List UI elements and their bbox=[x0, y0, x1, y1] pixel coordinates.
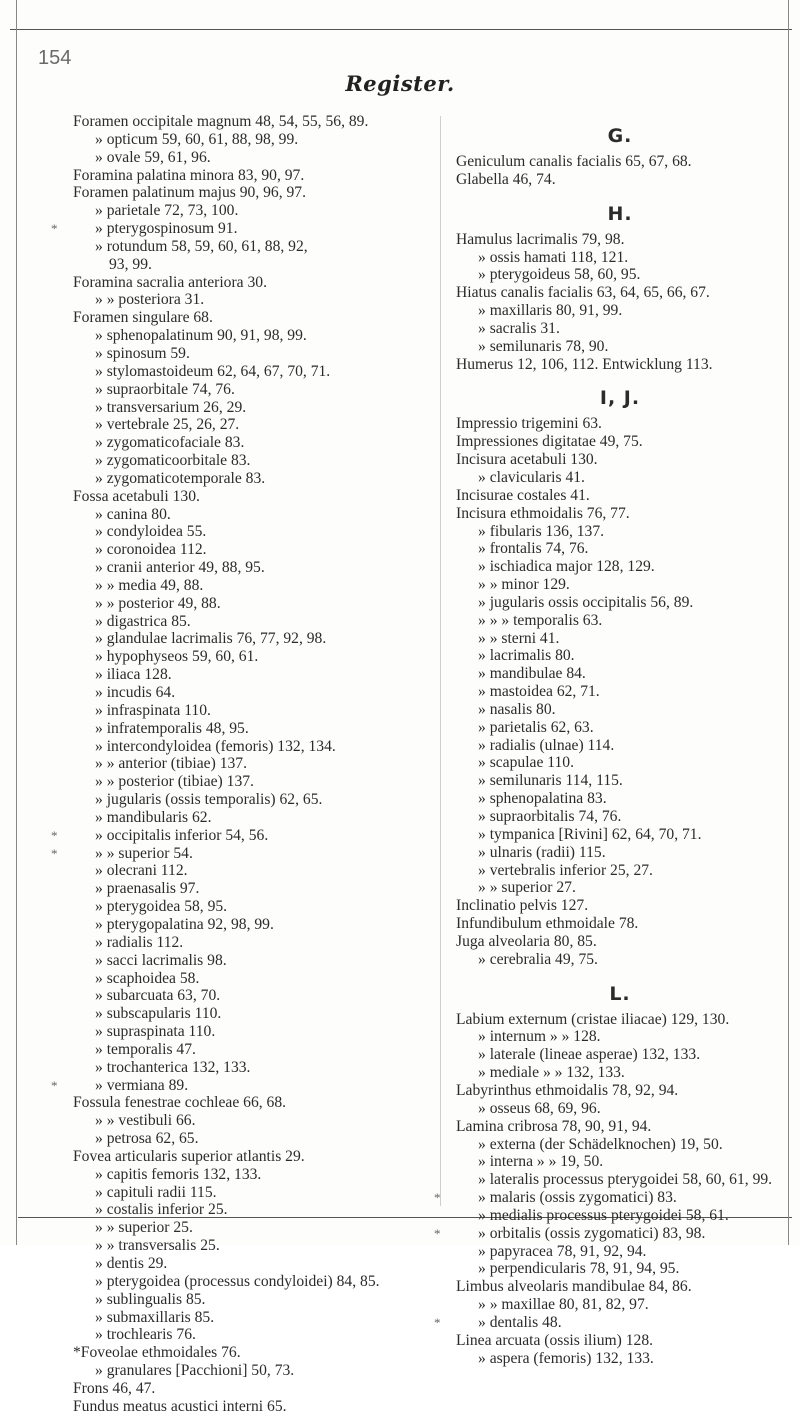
index-entry bbox=[73, 648, 433, 666]
index-entry-text: » zygomaticoorbitale 83. bbox=[95, 452, 251, 470]
index-entry-text: » ovale 59, 61, 96. bbox=[95, 148, 211, 166]
asterisk-marker: * bbox=[434, 1225, 441, 1241]
index-entry-text: » mandibularis 62. bbox=[95, 808, 212, 826]
index-entry-text: » interna » » 19, 50. bbox=[478, 1153, 604, 1171]
index-entry bbox=[73, 1344, 433, 1362]
page-number: 154 bbox=[38, 47, 72, 69]
index-entry bbox=[73, 595, 433, 613]
index-entry-text: Fossa acetabuli 130. bbox=[73, 487, 200, 505]
index-entry bbox=[73, 149, 433, 167]
index-entry bbox=[73, 1059, 433, 1077]
index-entry bbox=[456, 249, 784, 267]
index-entry-text: » supraorbitalis 74, 76. bbox=[478, 808, 622, 825]
index-entry bbox=[73, 1023, 433, 1041]
index-entry-text: » zygomaticofaciale 83. bbox=[95, 434, 245, 452]
index-entry bbox=[456, 772, 784, 790]
section-gap bbox=[456, 969, 784, 977]
index-entry-text: Incisura acetabuli 130. bbox=[456, 451, 598, 469]
index-entry-text: 93, 99. bbox=[109, 255, 152, 273]
index-entry-text: Impressiones digitatae 49, 75. bbox=[456, 433, 643, 451]
index-entry bbox=[73, 381, 433, 399]
crop-mark-left bbox=[16, 0, 17, 1245]
index-entry-text: Geniculum canalis facialis 65, 67, 68. bbox=[456, 153, 692, 170]
index-entry-text: » pterygospinosum 91. bbox=[95, 220, 238, 238]
index-entry bbox=[456, 665, 784, 683]
index-entry bbox=[73, 1148, 433, 1166]
index-entry bbox=[456, 1350, 784, 1368]
index-entry bbox=[456, 576, 784, 594]
index-entry bbox=[73, 291, 433, 309]
index-entry bbox=[456, 171, 784, 189]
index-entry-text: Foramina palatina minora 83, 90, 97. bbox=[73, 166, 305, 184]
index-entry-text: » externa (der Schädelknochen) 19, 50. bbox=[478, 1135, 723, 1153]
index-entry-text: » supraorbitale 74, 76. bbox=[95, 380, 235, 398]
index-entry-text: » laterale (lineae asperae) 132, 133. bbox=[478, 1046, 701, 1064]
index-entry-text: » papyracea 78, 91, 92, 94. bbox=[478, 1242, 647, 1260]
index-entry-text: » submaxillaris 85. bbox=[95, 1308, 215, 1326]
index-entry-text: » tympanica [Rivini] 62, 64, 70, 71. bbox=[478, 825, 702, 843]
index-entry bbox=[456, 1082, 784, 1100]
index-entry-text: » dentalis 48. bbox=[478, 1313, 562, 1331]
index-entry bbox=[456, 1100, 784, 1118]
index-entry bbox=[456, 951, 784, 969]
index-entry bbox=[73, 952, 433, 970]
index-entry bbox=[73, 1005, 433, 1023]
index-entry bbox=[73, 1291, 433, 1309]
index-entry-text: » costalis inferior 25. bbox=[95, 1201, 228, 1219]
index-entry bbox=[73, 702, 433, 720]
index-entry-text: Hiatus canalis facialis 63, 64, 65, 66, 67. bbox=[456, 284, 710, 302]
index-entry-text: Labium externum (cristae iliacae) 129, 130. bbox=[456, 1010, 730, 1028]
index-entry bbox=[73, 256, 433, 274]
index-entry-text: » incudis 64. bbox=[95, 684, 176, 701]
section-gap bbox=[456, 189, 784, 197]
index-entry bbox=[73, 1184, 433, 1202]
index-entry bbox=[73, 898, 433, 916]
index-entry-text: Glabella 46, 74. bbox=[456, 170, 556, 188]
index-entry-text: Incisurae costales 41. bbox=[456, 486, 590, 504]
index-entry-text: » » posteriora 31. bbox=[95, 291, 205, 309]
index-entry bbox=[73, 345, 433, 363]
index-entry bbox=[456, 1064, 784, 1082]
index-entry-text: » fibularis 136, 137. bbox=[478, 522, 605, 540]
index-entry bbox=[73, 541, 433, 559]
index-entry bbox=[456, 540, 784, 558]
index-entry bbox=[456, 612, 784, 630]
index-entry-text: » hypophyseos 59, 60, 61. bbox=[95, 648, 259, 666]
index-entry bbox=[73, 274, 433, 292]
index-entry-text: Fossula fenestrae cochleae 66, 68. bbox=[73, 1094, 287, 1112]
index-entry-text: » mastoidea 62, 71. bbox=[478, 683, 600, 701]
index-entry bbox=[73, 755, 433, 773]
index-entry-text: Limbus alveolaris mandibulae 84, 86. bbox=[456, 1278, 692, 1296]
index-column-right bbox=[434, 119, 784, 1367]
section-letter-heading: G. bbox=[607, 125, 633, 147]
index-entry bbox=[73, 113, 433, 131]
index-entry bbox=[456, 1118, 784, 1136]
index-entry bbox=[456, 1278, 784, 1296]
crop-mark-top bbox=[10, 29, 792, 30]
index-entry-text: » jugularis (ossis temporalis) 62, 65. bbox=[95, 791, 323, 809]
index-entry-text: » subscapularis 110. bbox=[95, 1005, 222, 1023]
index-entry-text: » maxillaris 80, 91, 99. bbox=[478, 302, 623, 320]
index-entry bbox=[456, 1046, 784, 1064]
asterisk-marker: * bbox=[51, 827, 58, 843]
index-entry-text: » parietale 72, 73, 100. bbox=[95, 202, 239, 220]
index-entry-text: » perpendicularis 78, 91, 94, 95. bbox=[478, 1260, 680, 1278]
index-entry-text: » ulnaris (radii) 115. bbox=[478, 843, 606, 861]
index-entry bbox=[73, 1398, 433, 1416]
index-column-left bbox=[51, 113, 433, 1416]
index-entry bbox=[73, 1309, 433, 1327]
index-entry bbox=[73, 1380, 433, 1398]
index-entry bbox=[73, 791, 433, 809]
asterisk-marker: * bbox=[51, 845, 58, 861]
index-entry-text: » » minor 129. bbox=[478, 576, 570, 594]
index-entry-text: » jugularis ossis occipitalis 56, 89. bbox=[478, 593, 694, 611]
index-entry-text: » » posterior 49, 88. bbox=[95, 594, 221, 612]
index-entry-text: Foramen singulare 68. bbox=[73, 309, 213, 327]
index-entry bbox=[73, 506, 433, 524]
index-entry bbox=[456, 630, 784, 648]
index-entry bbox=[434, 1313, 784, 1332]
index-entry bbox=[73, 309, 433, 327]
index-entry bbox=[73, 1362, 433, 1380]
index-entry-text: » radialis (ulnae) 114. bbox=[478, 736, 615, 754]
index-entry-text: » intercondyloidea (femoris) 132, 134. bbox=[95, 737, 336, 755]
index-entry-text: » medialis processus pterygoidei 58, 61. bbox=[478, 1206, 729, 1224]
index-entry bbox=[73, 1237, 433, 1255]
index-entry bbox=[456, 523, 784, 541]
index-entry bbox=[456, 915, 784, 933]
index-entry-text: » mediale » » 132, 133. bbox=[478, 1064, 625, 1082]
index-entry-text: » » sterni 41. bbox=[478, 629, 560, 647]
asterisk-marker: * bbox=[434, 1190, 441, 1206]
index-entry bbox=[73, 630, 433, 648]
index-entry bbox=[456, 231, 784, 249]
index-entry-text: Foramina sacralia anteriora 30. bbox=[73, 273, 267, 291]
index-entry bbox=[456, 1028, 784, 1046]
index-entry-text: » clavicularis 41. bbox=[478, 468, 585, 486]
section-gap bbox=[456, 373, 784, 381]
index-entry bbox=[456, 451, 784, 469]
index-entry bbox=[456, 808, 784, 826]
index-entry-text: » iliaca 128. bbox=[95, 666, 172, 684]
index-entry-text: » granulares [Pacchioni] 50, 73. bbox=[95, 1362, 295, 1380]
index-entry bbox=[456, 737, 784, 755]
index-entry-text: » olecrani 112. bbox=[95, 862, 188, 880]
index-entry bbox=[73, 1041, 433, 1059]
asterisk-marker: * bbox=[51, 221, 58, 237]
index-entry bbox=[456, 879, 784, 897]
index-entry-text: Humerus 12, 106, 112. Entwicklung 113. bbox=[456, 355, 713, 373]
index-entry bbox=[456, 1011, 784, 1029]
index-entry-text: » coronoidea 112. bbox=[95, 541, 207, 559]
index-entry-text: » » maxillae 80, 81, 82, 97. bbox=[478, 1296, 649, 1314]
index-entry bbox=[73, 167, 433, 185]
index-entry-text: » subarcuata 63, 70. bbox=[95, 987, 221, 1005]
index-entry-text: » temporalis 47. bbox=[95, 1040, 196, 1058]
index-entry bbox=[73, 613, 433, 631]
index-entry-text: » glandulae lacrimalis 76, 77, 92, 98. bbox=[95, 630, 327, 648]
index-entry-text: » rotundum 58, 59, 60, 61, 88, 92, bbox=[95, 237, 308, 255]
crop-mark-right bbox=[788, 0, 789, 1245]
index-entry-text: Fovea articularis superior atlantis 29. bbox=[73, 1147, 305, 1165]
index-entry-text: » aspera (femoris) 132, 133. bbox=[478, 1349, 654, 1367]
index-entry bbox=[456, 153, 784, 171]
index-entry-text: » » anterior (tibiae) 137. bbox=[95, 755, 247, 773]
index-entry bbox=[73, 1166, 433, 1184]
index-entry bbox=[456, 415, 784, 433]
index-entry bbox=[456, 754, 784, 772]
index-entry-text: » infraspinata 110. bbox=[95, 701, 211, 719]
index-entry bbox=[73, 1219, 433, 1237]
index-entry bbox=[73, 1094, 433, 1112]
index-entry bbox=[456, 1260, 784, 1278]
index-entry-text: » infratemporalis 48, 95. bbox=[95, 719, 249, 737]
index-entry-text: » petrosa 62, 65. bbox=[95, 1130, 199, 1148]
index-entry bbox=[456, 826, 784, 844]
index-entry bbox=[73, 880, 433, 898]
index-entry bbox=[73, 1130, 433, 1148]
index-entry-text: » zygomaticotemporale 83. bbox=[95, 469, 266, 487]
index-entry-text: » occipitalis inferior 54, 56. bbox=[95, 826, 269, 844]
index-entry-text: Linea arcuata (ossis ilium) 128. bbox=[456, 1331, 654, 1349]
index-entry bbox=[456, 320, 784, 338]
section-letter-heading: L. bbox=[609, 982, 631, 1005]
index-entry bbox=[73, 738, 433, 756]
index-entry-text: » » superior 25. bbox=[95, 1219, 193, 1237]
index-entry bbox=[73, 1112, 433, 1130]
index-entry-text: » dentis 29. bbox=[95, 1255, 168, 1272]
index-entry bbox=[73, 452, 433, 470]
index-entry-text: » supraspinata 110. bbox=[95, 1023, 216, 1041]
index-entry-text: » pterygoideus 58, 60, 95. bbox=[478, 266, 641, 284]
index-entry bbox=[434, 1224, 784, 1243]
index-entry bbox=[456, 302, 784, 320]
index-entry bbox=[51, 826, 433, 845]
index-entry bbox=[456, 558, 784, 576]
index-entry bbox=[51, 220, 433, 238]
index-entry bbox=[456, 790, 784, 808]
index-entry bbox=[456, 433, 784, 451]
index-entry-text: *Foveolae ethmoidales 76. bbox=[73, 1344, 241, 1362]
index-entry-text: » condyloidea 55. bbox=[95, 523, 207, 541]
index-entry-text: » vermiana 89. bbox=[95, 1076, 189, 1094]
index-entry-text: » vertebrale 25, 26, 27. bbox=[95, 416, 240, 434]
index-entry-text: » opticum 59, 60, 61, 88, 98, 99. bbox=[95, 130, 299, 148]
running-header: Register. bbox=[345, 71, 455, 96]
asterisk-marker: * bbox=[51, 1077, 58, 1093]
index-entry-text: » sacci lacrimalis 98. bbox=[95, 951, 227, 969]
index-entry bbox=[73, 862, 433, 880]
section-letter-heading: H. bbox=[607, 202, 633, 225]
index-entry bbox=[434, 1189, 784, 1207]
index-entry bbox=[73, 416, 433, 434]
index-entry-text: » semilunaris 78, 90. bbox=[478, 337, 609, 355]
index-entry bbox=[73, 684, 433, 702]
index-entry-text: » transversarium 26, 29. bbox=[95, 398, 247, 416]
index-entry-text: Frons 46, 47. bbox=[73, 1379, 156, 1397]
index-entry bbox=[456, 1171, 784, 1189]
index-entry bbox=[456, 356, 784, 374]
index-entry bbox=[456, 505, 784, 523]
index-entry-text: Foramen palatinum majus 90, 96, 97. bbox=[73, 184, 307, 202]
index-entry-text: » » transversalis 25. bbox=[95, 1237, 220, 1255]
index-entry-text: » cranii anterior 49, 88, 95. bbox=[95, 559, 265, 577]
index-entry bbox=[456, 1153, 784, 1171]
index-entry-text: » mandibulae 84. bbox=[478, 665, 586, 683]
index-entry-text: » pterygopalatina 92, 98, 99. bbox=[95, 915, 274, 933]
index-entry bbox=[456, 266, 784, 284]
index-entry-text: » sacralis 31. bbox=[478, 319, 560, 337]
index-entry-text: » digastrica 85. bbox=[95, 612, 191, 630]
index-entry bbox=[73, 720, 433, 738]
index-entry bbox=[73, 809, 433, 827]
index-entry bbox=[456, 1332, 784, 1350]
index-entry-text: » orbitalis (ossis zygomatici) 83, 98. bbox=[478, 1224, 706, 1242]
index-entry-text: » internum » » 128. bbox=[478, 1028, 601, 1046]
index-entry bbox=[456, 1136, 784, 1154]
index-entry bbox=[73, 916, 433, 934]
index-entry-text: » frontalis 74, 76. bbox=[478, 540, 589, 558]
index-entry bbox=[73, 577, 433, 595]
index-entry-text: » malaris (ossis zygomatici) 83. bbox=[478, 1189, 677, 1207]
index-entry bbox=[456, 683, 784, 701]
index-entry bbox=[73, 184, 433, 202]
index-entry bbox=[73, 131, 433, 149]
index-entry-text: » cerebralia 49, 75. bbox=[478, 950, 598, 968]
index-entry bbox=[456, 594, 784, 612]
index-entry bbox=[73, 773, 433, 791]
index-entry-text: » lacrimalis 80. bbox=[478, 647, 575, 665]
index-entry bbox=[73, 666, 433, 684]
index-entry-text: » » posterior (tibiae) 137. bbox=[95, 773, 254, 791]
index-entry bbox=[73, 523, 433, 541]
index-entry bbox=[73, 934, 433, 952]
index-entry-text: » osseus 68, 69, 96. bbox=[478, 1099, 601, 1117]
index-entry bbox=[456, 338, 784, 356]
index-entry-text: Impressio trigemini 63. bbox=[456, 415, 602, 433]
index-entry-text: » sphenopalatina 83. bbox=[478, 790, 607, 808]
index-entry bbox=[456, 1296, 784, 1314]
index-entry bbox=[456, 701, 784, 719]
index-entry bbox=[73, 559, 433, 577]
index-entry bbox=[73, 970, 433, 988]
index-entry bbox=[73, 327, 433, 345]
index-entry-text: » » superior 27. bbox=[478, 879, 576, 897]
column-divider bbox=[440, 116, 441, 1206]
index-entry bbox=[73, 399, 433, 417]
index-entry bbox=[456, 487, 784, 505]
index-entry-text: » » media 49, 88. bbox=[95, 576, 204, 594]
index-entry-text: » » superior 54. bbox=[95, 844, 193, 862]
index-entry bbox=[73, 987, 433, 1005]
index-entry bbox=[456, 862, 784, 880]
index-entry-text: » ischiadica major 128, 129. bbox=[478, 558, 655, 576]
index-entry-text: Infundibulum ethmoidale 78. bbox=[456, 915, 639, 933]
index-entry-text: » semilunaris 114, 115. bbox=[478, 772, 623, 790]
index-entry-text: » praenasalis 97. bbox=[95, 880, 200, 898]
index-entry bbox=[73, 202, 433, 220]
asterisk-marker: * bbox=[434, 1314, 441, 1330]
index-entry bbox=[73, 1255, 433, 1273]
index-entry-text: » stylomastoideum 62, 64, 67, 70, 71. bbox=[95, 362, 331, 380]
index-entry bbox=[73, 363, 433, 381]
index-entry bbox=[456, 844, 784, 862]
index-entry bbox=[73, 1273, 433, 1291]
index-entry bbox=[73, 238, 433, 256]
index-entry bbox=[456, 1207, 784, 1225]
index-entry-text: Juga alveolaria 80, 85. bbox=[456, 932, 597, 950]
index-entry bbox=[51, 844, 433, 863]
index-entry bbox=[73, 1326, 433, 1344]
index-entry-text: » sublingualis 85. bbox=[95, 1290, 206, 1308]
index-entry-text: » pterygoidea (processus condyloidei) 84, 85. bbox=[95, 1272, 380, 1290]
index-entry-text: » scaphoidea 58. bbox=[95, 969, 200, 987]
index-entry bbox=[456, 719, 784, 737]
index-entry-text: » radialis 112. bbox=[95, 933, 184, 951]
index-entry-text: Inclinatio pelvis 127. bbox=[456, 897, 589, 915]
index-entry bbox=[73, 470, 433, 488]
index-entry-text: » sphenopalatinum 90, 91, 98, 99. bbox=[95, 327, 307, 345]
index-entry bbox=[73, 1201, 433, 1219]
index-entry bbox=[73, 488, 433, 506]
index-entry bbox=[456, 284, 784, 302]
index-entry-text: » scapulae 110. bbox=[478, 754, 574, 772]
index-entry-text: » trochanterica 132, 133. bbox=[95, 1058, 251, 1076]
index-entry-text: » » vestibuli 66. bbox=[95, 1112, 196, 1130]
index-entry bbox=[73, 434, 433, 452]
index-entry bbox=[456, 469, 784, 487]
index-entry bbox=[51, 1076, 433, 1095]
index-entry-text: » capituli radii 115. bbox=[95, 1183, 217, 1201]
index-entry-text: » pterygoidea 58, 95. bbox=[95, 898, 228, 916]
index-entry-text: » vertebralis inferior 25, 27. bbox=[478, 861, 653, 879]
index-entry bbox=[456, 933, 784, 951]
index-entry-text: » nasalis 80. bbox=[478, 700, 556, 718]
index-entry-text: » trochlearis 76. bbox=[95, 1326, 196, 1344]
index-entry bbox=[456, 897, 784, 915]
index-entry-text: » canina 80. bbox=[95, 505, 171, 523]
index-entry-text: » parietalis 62, 63. bbox=[478, 718, 594, 736]
index-entry-text: Lamina cribrosa 78, 90, 91, 94. bbox=[456, 1117, 652, 1135]
section-letter-heading: I, J. bbox=[599, 387, 641, 410]
index-entry-text: Hamulus lacrimalis 79, 98. bbox=[456, 230, 625, 248]
index-entry-text: » » » temporalis 63. bbox=[478, 611, 603, 629]
index-entry-text: Foramen occipitale magnum 48, 54, 55, 56, 89. bbox=[73, 113, 369, 130]
index-entry-text: Labyrinthus ethmoidalis 78, 92, 94. bbox=[456, 1081, 679, 1099]
index-entry-text: Incisura ethmoidalis 76, 77. bbox=[456, 504, 630, 522]
index-entry-text: » capitis femoris 132, 133. bbox=[95, 1165, 262, 1183]
index-entry bbox=[456, 1243, 784, 1261]
index-entry-text: » lateralis processus pterygoidei 58, 60, 61, 99. bbox=[478, 1171, 773, 1189]
index-entry-text: » spinosum 59. bbox=[95, 344, 190, 362]
index-entry-text: Fundus meatus acustici interni 65. bbox=[73, 1397, 287, 1415]
index-entry-text: » ossis hamati 118, 121. bbox=[478, 248, 629, 266]
index-entry bbox=[456, 647, 784, 665]
